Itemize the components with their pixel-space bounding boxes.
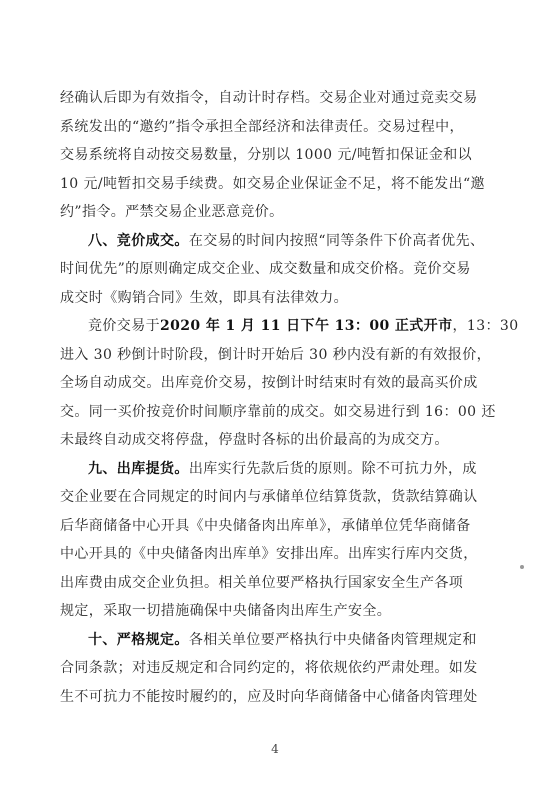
text-line: 合同条款；对违反规定和合同约定的，将依规依约严肃处理。如发 — [60, 660, 478, 676]
text-line: 约”指令。严禁交易企业恶意竞价。 — [60, 204, 284, 220]
text-line: 中心开具的《中央储备肉出库单》安排出库。出库实行库内交货， — [60, 546, 478, 562]
text-line: 规定，采取一切措施确保中央储备肉出库生产安全。 — [60, 603, 392, 619]
page-number: 4 — [271, 742, 279, 756]
text-line: 成交时《购销合同》生效，即具有法律效力。 — [60, 289, 348, 306]
text-line: 系统发出的“邀约”指令承担全部经济和法律责任。交易过程中， — [60, 118, 464, 135]
section-heading: 十、严格规定。 — [88, 631, 189, 648]
section-heading: 九、出库提货。 — [88, 460, 189, 477]
text-line: 后华商储备中心开具《中央储备肉出库单》，承储单位凭华商储备 — [60, 517, 471, 534]
text-line: 经确认后即为有效指令，自动计时存档。交易企业对通过竞卖交易 — [60, 90, 478, 106]
scan-speck — [520, 565, 524, 569]
text-line: 交。同一买价按竞价时间顺序靠前的成交。如交易进行到 16：00 还 — [60, 403, 496, 420]
section-heading: 八、竞价成交。 — [88, 232, 189, 249]
opening-time: 2020 年 1 月 11 日下午 13：00 正式开市 — [160, 318, 453, 334]
text-line: 未最终自动成交将停盘，停盘时各标的出价最高的为成交方。 — [60, 432, 449, 448]
text-line: 10 元/吨暂扣交易手续费。如交易企业保证金不足，将不能发出“邀 — [60, 175, 485, 192]
section-10-line: 十、严格规定。各相关单位要严格执行中央储备肉管理规定和 — [88, 631, 477, 648]
text-line: 出库费由成交企业负担。相关单位要严格执行国家安全生产各项 — [60, 574, 464, 591]
text-line: 交易系统将自动按交易数量，分别以 1000 元/吨暂扣保证金和以 — [60, 147, 473, 163]
section-8-line: 八、竞价成交。在交易的时间内按照“同等条件下价高者优先、 — [88, 232, 485, 249]
text-line: 交企业要在合同规定的时间内与承储单位结算货款，货款结算确认 — [60, 489, 478, 505]
text-line: 时间优先”的原则确定成交企业、成交数量和成交价格。竞价交易 — [60, 261, 471, 277]
text-line: 进入 30 秒倒计时阶段，倒计时开始后 30 秒内没有新的有效报价， — [60, 346, 492, 363]
section-9-line: 九、出库提货。出库实行先款后货的原则。除不可抗力外，成 — [88, 460, 477, 477]
text-line: 全场自动成交。出库竞价交易，按倒计时结束时有效的最高买价成 — [60, 375, 478, 391]
auction-time-line: 竞价交易于2020 年 1 月 11 日下午 13：00 正式开市，13：30 — [88, 318, 519, 334]
text-line: 生不可抗力不能按时履约的，应及时向华商储备中心储备肉管理处 — [60, 688, 478, 705]
